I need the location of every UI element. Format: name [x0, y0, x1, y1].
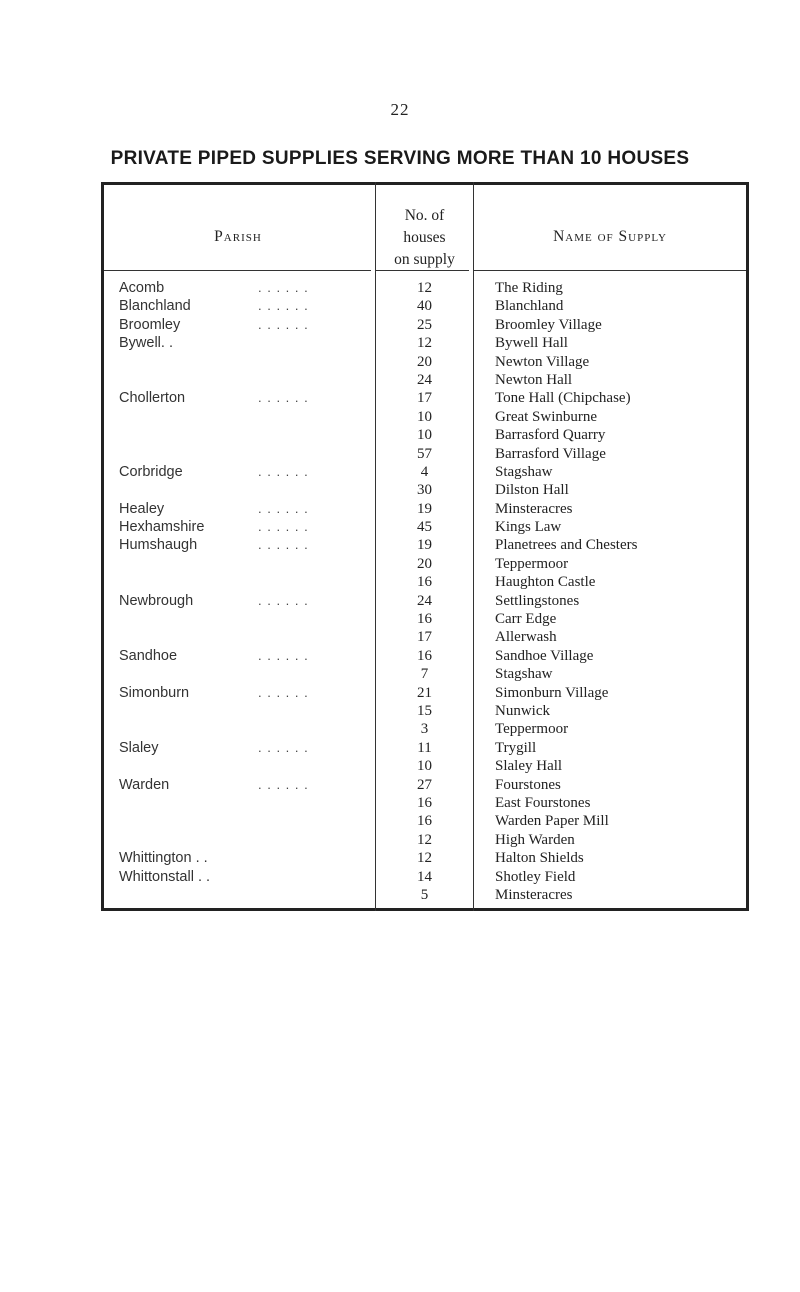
houses-cell: 16: [417, 574, 432, 591]
houses-cell: 5: [420, 886, 429, 903]
table-row: [0, 739, 800, 757]
supply-name-cell: Dilston Hall: [495, 482, 569, 499]
supply-name-cell: East Fourstones: [495, 794, 591, 811]
houses-cell: 20: [417, 555, 432, 572]
supply-name-cell: Halton Shields: [495, 850, 584, 867]
parish-cell: Bywell. .: [119, 335, 173, 352]
leader-dots: . . . . . .: [258, 316, 309, 332]
houses-cell: 15: [417, 702, 432, 719]
supply-name-cell: Allerwash: [495, 629, 557, 646]
table-row: [0, 592, 800, 610]
header-parish: Parish: [214, 228, 262, 245]
table-row: [0, 684, 800, 702]
parish-cell: Chollerton: [119, 390, 186, 407]
supply-name-cell: Stagshaw: [495, 666, 553, 683]
supply-name-cell: Broomley Village: [495, 316, 602, 333]
supply-name-cell: Tone Hall (Chipchase): [495, 390, 631, 407]
supply-name-cell: Kings Law: [495, 519, 562, 536]
table-row: [0, 776, 800, 794]
supply-name-cell: Carr Edge: [495, 611, 557, 628]
leader-dots: . . . . . .: [258, 463, 309, 479]
supply-name-cell: High Warden: [495, 831, 575, 848]
supply-name-cell: Barrasford Quarry: [495, 427, 606, 444]
supply-name-cell: Great Swinburne: [495, 408, 598, 425]
table-row: [0, 647, 800, 665]
houses-cell: 10: [417, 408, 432, 425]
houses-cell: 24: [417, 371, 432, 388]
parish-cell: Whittonstall . .: [119, 868, 211, 885]
leader-dots: . . . . . .: [258, 500, 309, 516]
houses-cell: 17: [417, 629, 432, 646]
table-row: [0, 463, 800, 481]
leader-dots: . . . . . .: [258, 739, 309, 755]
houses-cell: 12: [417, 335, 432, 352]
parish-cell: Humshaugh: [119, 537, 198, 554]
table-row: [0, 536, 800, 554]
table-row: [0, 500, 800, 518]
houses-cell: 4: [420, 463, 429, 480]
houses-cell: 20: [417, 353, 432, 370]
header-houses: [376, 205, 473, 271]
leader-dots: . . . . . .: [258, 776, 309, 792]
houses-cell: 16: [417, 794, 432, 811]
parish-cell: Sandhoe: [119, 647, 178, 664]
table-row: [0, 831, 800, 849]
houses-cell: 21: [417, 684, 432, 701]
houses-cell: 16: [417, 813, 432, 830]
houses-cell: 16: [417, 611, 432, 628]
parish-cell: Warden: [119, 776, 170, 793]
supply-name-cell: The Riding: [495, 280, 563, 296]
parish-cell: Broomley: [119, 316, 181, 333]
parish-cell: Healey: [119, 500, 165, 517]
parish-cell: Slaley: [119, 739, 159, 756]
header-rule: [474, 270, 746, 271]
table-row: [0, 720, 800, 738]
houses-cell: 19: [417, 500, 432, 517]
table-row: [0, 665, 800, 683]
table-row: [0, 794, 800, 812]
houses-cell: 3: [420, 721, 429, 738]
supply-name-cell: Slaley Hall: [495, 758, 563, 775]
supply-name-cell: Minsteracres: [495, 886, 573, 903]
table-row: [0, 297, 800, 315]
table-row: [0, 812, 800, 830]
supply-name-cell: Blanchland: [495, 298, 564, 315]
header-houses-line: houses: [403, 229, 446, 246]
houses-cell: 10: [417, 427, 432, 444]
table-row: [0, 426, 800, 444]
supply-name-cell: Teppermoor: [495, 721, 569, 738]
supply-name-cell: Barrasford Village: [495, 445, 606, 462]
leader-dots: . . . . . .: [258, 537, 309, 553]
supply-name-cell: Newton Hall: [495, 371, 573, 388]
table-row: [0, 702, 800, 720]
table-body: [0, 279, 800, 904]
parish-cell: Newbrough: [119, 592, 194, 609]
houses-cell: 10: [417, 758, 432, 775]
houses-cell: 27: [417, 776, 432, 793]
supply-name-cell: Haughton Castle: [495, 574, 596, 591]
houses-cell: 40: [417, 298, 432, 315]
houses-cell: 24: [417, 592, 432, 609]
parish-cell: Corbridge: [119, 463, 183, 480]
page-title: PRIVATE PIPED SUPPLIES SERVING MORE THAN 10 HOUSES: [110, 148, 690, 169]
page-number: 22: [390, 100, 410, 119]
parish-cell: Blanchland: [119, 298, 191, 315]
supply-name-cell: Nunwick: [495, 702, 550, 719]
supply-name-cell: Bywell Hall: [495, 335, 568, 352]
houses-cell: 45: [417, 519, 432, 536]
table-row: [0, 849, 800, 867]
supply-name-cell: Teppermoor: [495, 555, 569, 572]
supply-name-cell: Warden Paper Mill: [495, 813, 609, 830]
header-supply-name: Name of Supply: [553, 228, 667, 245]
supply-name-cell: Newton Village: [495, 353, 590, 370]
houses-cell: 12: [417, 850, 432, 867]
supply-name-cell: Trygill: [495, 739, 537, 756]
houses-cell: 57: [417, 445, 432, 462]
leader-dots: . . . . . .: [258, 390, 309, 406]
houses-cell: 25: [417, 316, 432, 333]
houses-cell: 17: [417, 390, 432, 407]
supply-name-cell: Settlingstones: [495, 592, 580, 609]
supply-name-cell: Stagshaw: [495, 463, 553, 480]
leader-dots: . . . . . .: [258, 298, 309, 314]
table-row: [0, 868, 800, 886]
table-row: [0, 555, 800, 573]
table-row: [0, 353, 800, 371]
leader-dots: . . . . . .: [258, 519, 309, 535]
header-rule: [104, 270, 371, 271]
supply-name-cell: Simonburn Village: [495, 684, 609, 701]
parish-cell: Simonburn: [119, 684, 190, 701]
parish-cell: Hexhamshire: [119, 519, 205, 536]
header-houses-line: No. of: [404, 207, 445, 224]
houses-cell: 16: [417, 647, 432, 664]
parish-cell: Acomb: [119, 280, 165, 296]
supply-name-cell: Minsteracres: [495, 500, 573, 517]
houses-cell: 12: [417, 280, 432, 296]
table-row: [0, 610, 800, 628]
table-row: [0, 445, 800, 463]
table-row: [0, 371, 800, 389]
leader-dots: . . . . . .: [258, 592, 309, 608]
table-row: [0, 628, 800, 646]
houses-cell: 30: [417, 482, 432, 499]
table-row: [0, 757, 800, 775]
supply-name-cell: Shotley Field: [495, 868, 576, 885]
houses-cell: 11: [417, 739, 432, 756]
leader-dots: . . . . . .: [258, 280, 309, 295]
table-row: [0, 316, 800, 334]
leader-dots: . . . . . .: [258, 684, 309, 700]
table-row: [0, 334, 800, 352]
table-row: [0, 389, 800, 407]
header-houses-line: on supply: [394, 251, 455, 268]
table-row: [0, 573, 800, 591]
table-row: [0, 518, 800, 536]
supply-name-cell: Sandhoe Village: [495, 647, 594, 664]
table-row: [0, 279, 800, 297]
table-row: [0, 408, 800, 426]
houses-cell: 14: [417, 868, 432, 885]
supply-name-cell: Planetrees and Chesters: [495, 537, 638, 554]
supply-name-cell: Fourstones: [495, 776, 561, 793]
table-row: [0, 886, 800, 904]
houses-cell: 19: [417, 537, 432, 554]
houses-cell: 7: [420, 666, 429, 683]
table-row: [0, 481, 800, 499]
leader-dots: . . . . . .: [258, 647, 309, 663]
parish-cell: Whittington . .: [119, 850, 208, 867]
houses-cell: 12: [417, 831, 432, 848]
